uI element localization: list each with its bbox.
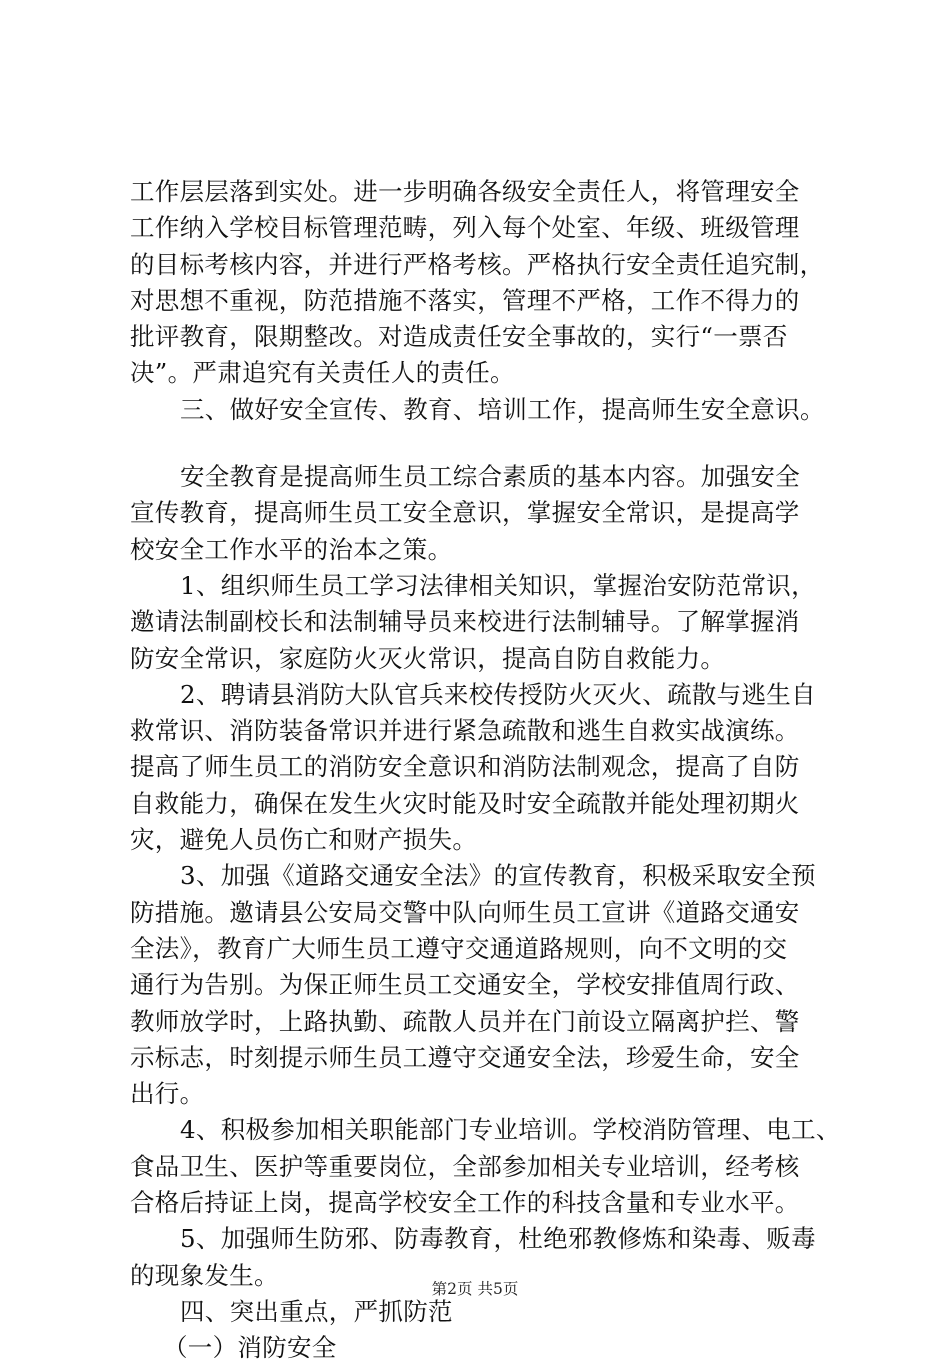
item-2-line: 救常识、消防装备常识并进行紧急疏散和逃生自救实战演练。 — [130, 716, 800, 746]
intro-line: 校安全工作水平的治本之策。 — [130, 534, 453, 564]
item-2-line: 灾，避免人员伤亡和财产损失。 — [130, 825, 478, 855]
item-3-line: 3、加强《道路交通安全法》的宣传教育，积极采取安全预 — [180, 861, 816, 891]
item-1-line: 1、组织师生员工学习法律相关知识，掌握治安防范常识， — [180, 570, 816, 600]
paragraph-gap — [130, 428, 850, 459]
item-3-line: 防措施。邀请县公安局交警中队向师生员工宣讲《道路交通安 — [130, 897, 800, 927]
intro-line: 安全教育是提高师生员工综合素质的基本内容。加强安全 — [180, 462, 800, 492]
paragraph-line: 对思想不重视，防范措施不落实，管理不严格，工作不得力的 — [130, 285, 800, 315]
item-2-line: 提高了师生员工的消防安全意识和消防法制观念，提高了自防 — [130, 752, 800, 782]
item-3-line: 教师放学时，上路执勤、疏散人员并在门前设立隔离护拦、警 — [130, 1006, 800, 1036]
item-1-line: 防安全常识，家庭防火灭火常识，提高自防自救能力。 — [130, 643, 726, 673]
item-4-line: 食品卫生、医护等重要岗位，全部参加相关专业培训，经考核 — [130, 1151, 800, 1181]
section-heading-3: 三、做好安全宣传、教育、培训工作，提高师生安全意识。 — [180, 394, 825, 424]
item-5-line: 的现象发生。 — [130, 1260, 279, 1290]
document-body — [130, 174, 850, 1367]
paragraph-line: 的目标考核内容，并进行严格考核。严格执行安全责任追究制， — [130, 249, 825, 279]
page-footer: 第2页 共5页 — [431, 1280, 519, 1298]
section-heading-4: 四、突出重点，严抓防范 — [180, 1296, 453, 1326]
paragraph-line: 批评教育，限期整改。对造成责任安全事故的，实行“一票否 — [130, 322, 788, 352]
item-5-line: 5、加强师生防邪、防毒教育，杜绝邪教修炼和染毒、贩毒 — [180, 1224, 816, 1254]
item-3-line: 通行为告别。为保正师生员工交通安全，学校安排值周行政、 — [130, 970, 800, 1000]
subheading-fire-safety: （一）消防安全 — [163, 1333, 337, 1363]
item-2-line: 2、聘请县消防大队官兵来校传授防火灭火、疏散与逃生自 — [180, 679, 816, 709]
paragraph-line: 决”。严肃追究有关责任人的责任。 — [130, 358, 515, 388]
paragraph-line: 工作层层落到实处。进一步明确各级安全责任人，将管理安全 — [130, 177, 800, 206]
item-3-line: 出行。 — [130, 1079, 205, 1109]
paragraph-line: 工作纳入学校目标管理范畴，列入每个处室、年级、班级管理 — [130, 213, 800, 243]
item-3-line: 全法》，教育广大师生员工遵守交通道路规则，向不文明的交 — [130, 933, 788, 963]
item-4-line: 合格后持证上岗，提高学校安全工作的科技含量和专业水平。 — [130, 1188, 800, 1218]
item-3-line: 示标志，时刻提示师生员工遵守交通安全法，珍爱生命，安全 — [130, 1042, 800, 1072]
item-1-line: 邀请法制副校长和法制辅导员来校进行法制辅导。了解掌握消 — [130, 607, 800, 637]
item-2-line: 自救能力，确保在发生火灾时能及时安全疏散并能处理初期火 — [130, 788, 800, 818]
item-4-line: 4、积极参加相关职能部门专业培训。学校消防管理、电工、 — [180, 1115, 841, 1145]
intro-line: 宣传教育，提高师生员工安全意识，掌握安全常识，是提高学 — [130, 498, 800, 528]
